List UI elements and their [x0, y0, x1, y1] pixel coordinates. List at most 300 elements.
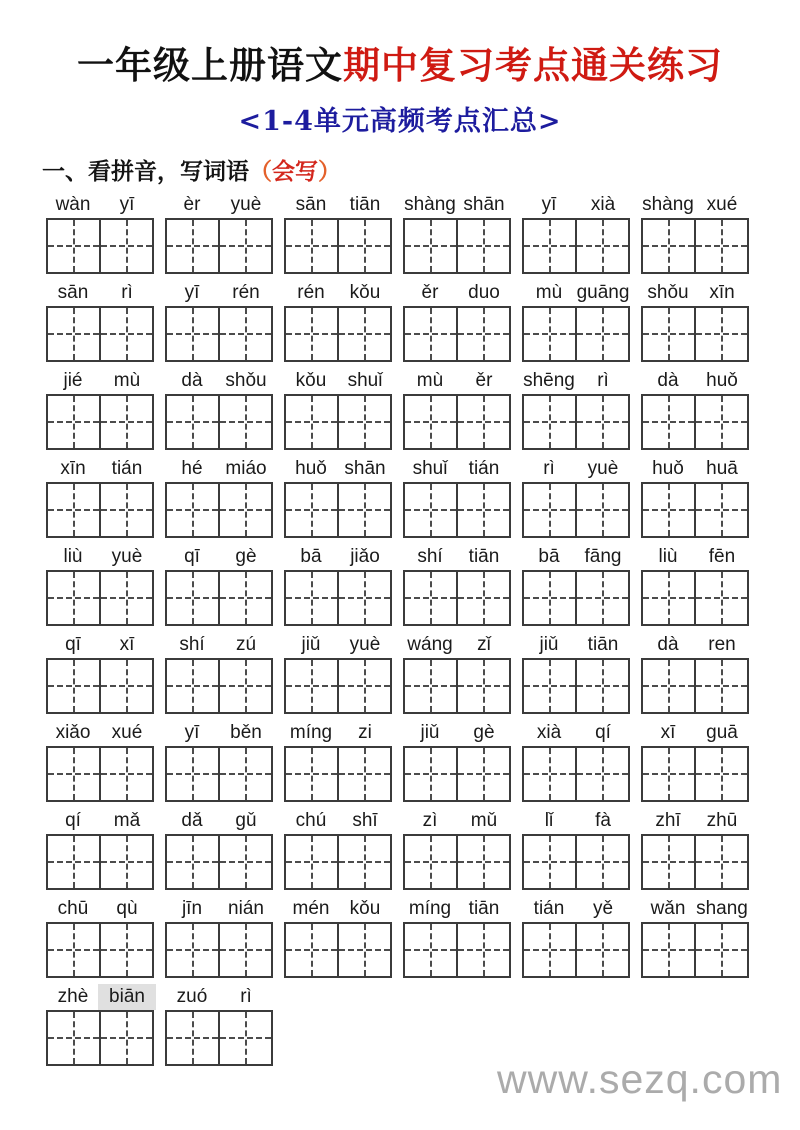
writing-cell [101, 1012, 152, 1064]
writing-cell [220, 836, 271, 888]
pinyin-label [403, 282, 511, 306]
writing-grid [284, 394, 392, 450]
writing-cell [458, 748, 509, 800]
writing-grid [403, 922, 511, 978]
pinyin-syllable: jiǔ [301, 633, 321, 655]
word-group [284, 810, 392, 890]
writing-cell [577, 660, 628, 712]
writing-grid [46, 746, 154, 802]
pinyin-syllable: wàn [55, 193, 91, 215]
pinyin-syllable: rì [543, 457, 555, 479]
writing-cell [167, 308, 220, 360]
pinyin-syllable: yī [184, 281, 200, 303]
writing-grid [284, 482, 392, 538]
word-group [284, 282, 392, 362]
pinyin-syllable: kǒu [295, 369, 327, 391]
pinyin-syllable: míng [408, 897, 452, 919]
writing-cell [286, 924, 339, 976]
word-group [522, 546, 630, 626]
pinyin-syllable: huǒ [295, 457, 327, 479]
pinyin-syllable: wǎn [650, 897, 686, 919]
pinyin-syllable: ěr [421, 281, 439, 303]
pinyin-label [165, 810, 273, 834]
pinyin-word-row [46, 986, 800, 1066]
writing-cell [524, 220, 577, 272]
pinyin-syllable: xī [119, 633, 135, 655]
pinyin-word-row [46, 370, 800, 450]
pinyin-syllable: jīn [181, 897, 203, 919]
section-note: 会写 [272, 157, 318, 184]
writing-cell [405, 748, 458, 800]
pinyin-syllable: rì [121, 281, 133, 303]
writing-cell [577, 396, 628, 448]
pinyin-syllable: chū [57, 897, 89, 919]
pinyin-word-row [46, 282, 800, 362]
section-paren-close: ） [318, 157, 341, 184]
writing-grid [403, 746, 511, 802]
writing-cell [696, 924, 747, 976]
word-group [284, 194, 392, 274]
pinyin-word-row [46, 810, 800, 890]
writing-cell [696, 660, 747, 712]
pinyin-label [641, 634, 749, 658]
pinyin-syllable: fāng [584, 545, 622, 567]
pinyin-syllable: biān [100, 986, 154, 1008]
writing-grid [403, 658, 511, 714]
writing-cell [101, 308, 152, 360]
pinyin-syllable: shàng [642, 193, 694, 215]
pinyin-syllable: hé [181, 457, 203, 479]
pinyin-label [284, 458, 392, 482]
writing-cell [339, 748, 390, 800]
pinyin-syllable: huǒ [706, 369, 738, 391]
writing-cell [643, 660, 696, 712]
writing-cell [101, 660, 152, 712]
pinyin-syllable: xià [536, 721, 562, 743]
writing-grid [165, 482, 273, 538]
pinyin-label [522, 634, 630, 658]
writing-cell [48, 484, 101, 536]
writing-cell [405, 836, 458, 888]
writing-grid [284, 834, 392, 890]
pinyin-syllable: guā [706, 721, 738, 743]
writing-grid [165, 394, 273, 450]
pinyin-syllable: jié [63, 369, 83, 391]
pinyin-label [165, 546, 273, 570]
writing-cell [405, 572, 458, 624]
pinyin-syllable: duo [468, 281, 500, 303]
pinyin-syllable: èr [183, 193, 201, 215]
writing-grid [403, 394, 511, 450]
pinyin-syllable: fà [595, 809, 611, 831]
word-group [522, 194, 630, 274]
word-group [284, 546, 392, 626]
pinyin-syllable: kǒu [349, 897, 381, 919]
pinyin-syllable: zuó [176, 985, 208, 1007]
word-group [46, 810, 154, 890]
writing-grid [522, 482, 630, 538]
writing-grid [165, 746, 273, 802]
writing-grid [165, 1010, 273, 1066]
writing-cell [48, 924, 101, 976]
pinyin-label [165, 634, 273, 658]
pinyin-label [165, 722, 273, 746]
writing-grid [284, 570, 392, 626]
pinyin-syllable: yī [119, 193, 135, 215]
pinyin-label [641, 810, 749, 834]
writing-grid [46, 218, 154, 274]
pinyin-syllable: guāng [576, 281, 630, 303]
pinyin-syllable: yuè [230, 193, 262, 215]
pinyin-label [522, 370, 630, 394]
writing-cell [286, 308, 339, 360]
word-group [284, 458, 392, 538]
writing-cell [101, 396, 152, 448]
word-group [641, 194, 749, 274]
writing-grid [403, 482, 511, 538]
word-group [641, 634, 749, 714]
writing-grid [46, 394, 154, 450]
pinyin-label [46, 546, 154, 570]
writing-cell [643, 308, 696, 360]
word-group [641, 810, 749, 890]
writing-cell [643, 924, 696, 976]
pinyin-syllable: kǒu [349, 281, 381, 303]
writing-grid [284, 658, 392, 714]
word-group [46, 370, 154, 450]
writing-cell [167, 924, 220, 976]
pinyin-syllable: rì [240, 985, 252, 1007]
pinyin-syllable: gè [473, 721, 495, 743]
writing-grid [522, 306, 630, 362]
subtitle: <1-4单元高频考点汇总> [238, 105, 562, 137]
pinyin-label [522, 898, 630, 922]
writing-grid [522, 394, 630, 450]
word-group [165, 898, 273, 978]
writing-cell [167, 572, 220, 624]
pinyin-syllable: shēng [523, 369, 575, 391]
writing-grid [46, 922, 154, 978]
word-group [165, 634, 273, 714]
writing-grid [46, 306, 154, 362]
writing-grid [403, 306, 511, 362]
pinyin-label [284, 282, 392, 306]
pinyin-label [522, 722, 630, 746]
pinyin-syllable: tiān [468, 897, 500, 919]
writing-cell [643, 396, 696, 448]
writing-cell [286, 572, 339, 624]
writing-cell [48, 572, 101, 624]
pinyin-syllable: rì [597, 369, 609, 391]
writing-cell [458, 572, 509, 624]
writing-grid [46, 570, 154, 626]
pinyin-label [46, 986, 154, 1010]
pinyin-syllable: zú [235, 633, 257, 655]
pinyin-syllable: tián [533, 897, 565, 919]
writing-cell [643, 748, 696, 800]
writing-cell [458, 220, 509, 272]
pinyin-word-row [46, 722, 800, 802]
pinyin-label [165, 458, 273, 482]
pinyin-label [641, 282, 749, 306]
writing-cell [643, 836, 696, 888]
pinyin-label [284, 898, 392, 922]
pinyin-syllable: zhè [57, 985, 89, 1007]
pinyin-syllable: shí [417, 545, 443, 567]
writing-grid [165, 570, 273, 626]
section-paren-open: （ [249, 157, 272, 184]
writing-cell [286, 660, 339, 712]
word-group [641, 546, 749, 626]
writing-cell [458, 308, 509, 360]
writing-cell [286, 220, 339, 272]
writing-cell [48, 660, 101, 712]
word-group [641, 722, 749, 802]
writing-grid [284, 746, 392, 802]
word-group [403, 458, 511, 538]
pinyin-label [284, 370, 392, 394]
pinyin-syllable: zhū [706, 809, 738, 831]
word-group [165, 282, 273, 362]
word-group [641, 370, 749, 450]
pinyin-syllable: yuè [587, 457, 619, 479]
pinyin-label [284, 546, 392, 570]
writing-cell [524, 836, 577, 888]
pinyin-label [284, 810, 392, 834]
writing-grid [522, 218, 630, 274]
word-group [522, 898, 630, 978]
writing-cell [696, 484, 747, 536]
pinyin-syllable: shuǐ [347, 369, 383, 391]
pinyin-syllable: nián [228, 897, 264, 919]
pinyin-syllable: tiān [349, 193, 381, 215]
pinyin-word-row [46, 634, 800, 714]
word-group [522, 458, 630, 538]
pinyin-syllable: míng [289, 721, 333, 743]
pinyin-syllable: qí [65, 809, 81, 831]
pinyin-syllable: yuè [349, 633, 381, 655]
pinyin-syllable: rén [297, 281, 325, 303]
pinyin-syllable: bā [300, 545, 322, 567]
pinyin-syllable: yī [541, 193, 557, 215]
pinyin-label [165, 986, 273, 1010]
pinyin-syllable: qī [65, 633, 81, 655]
word-group [46, 634, 154, 714]
pinyin-syllable: dà [657, 633, 679, 655]
writing-grid [165, 218, 273, 274]
writing-grid [165, 306, 273, 362]
writing-cell [524, 924, 577, 976]
pinyin-syllable: qí [595, 721, 611, 743]
watermark: www.sezq.com [497, 1056, 783, 1102]
writing-cell [167, 396, 220, 448]
pinyin-label [46, 194, 154, 218]
word-group [403, 282, 511, 362]
writing-cell [339, 660, 390, 712]
word-group [165, 546, 273, 626]
pinyin-syllable: huǒ [652, 457, 684, 479]
writing-cell [339, 220, 390, 272]
writing-grid [165, 834, 273, 890]
pinyin-syllable: jiǎo [350, 545, 380, 567]
writing-cell [405, 220, 458, 272]
word-group [522, 810, 630, 890]
writing-grid [284, 306, 392, 362]
writing-cell [167, 220, 220, 272]
writing-cell [524, 484, 577, 536]
writing-grid [46, 658, 154, 714]
word-group [46, 194, 154, 274]
pinyin-syllable: dà [657, 369, 679, 391]
pinyin-label [165, 370, 273, 394]
writing-grid [522, 570, 630, 626]
pinyin-label [641, 546, 749, 570]
pinyin-label [284, 194, 392, 218]
writing-cell [696, 572, 747, 624]
pinyin-label [522, 810, 630, 834]
word-group [641, 458, 749, 538]
pinyin-syllable: tián [111, 457, 143, 479]
word-group [284, 634, 392, 714]
writing-grid [165, 658, 273, 714]
pinyin-syllable: tiān [468, 545, 500, 567]
writing-grid [641, 570, 749, 626]
pinyin-syllable: shān [344, 457, 386, 479]
writing-cell [577, 220, 628, 272]
writing-cell [696, 308, 747, 360]
writing-cell [167, 484, 220, 536]
word-group [46, 722, 154, 802]
pinyin-syllable: miáo [225, 457, 267, 479]
writing-cell [48, 1012, 101, 1064]
pinyin-word-row [46, 898, 800, 978]
writing-cell [458, 484, 509, 536]
pinyin-label [46, 634, 154, 658]
writing-cell [48, 748, 101, 800]
pinyin-syllable: rén [232, 281, 260, 303]
pinyin-word-row [46, 194, 800, 274]
pinyin-syllable: huā [706, 457, 738, 479]
pinyin-syllable: xué [706, 193, 738, 215]
writing-cell [458, 836, 509, 888]
pinyin-label [522, 458, 630, 482]
pinyin-label [641, 458, 749, 482]
writing-cell [643, 572, 696, 624]
pinyin-syllable: zhī [655, 809, 681, 831]
pinyin-syllable: shàng [404, 193, 456, 215]
word-group [522, 634, 630, 714]
writing-cell [524, 396, 577, 448]
pinyin-syllable: gǔ [235, 809, 257, 831]
pinyin-syllable: ren [708, 633, 736, 655]
word-group [165, 370, 273, 450]
pinyin-syllable: wáng [407, 633, 453, 655]
word-group [403, 810, 511, 890]
pinyin-syllable: xiǎo [55, 721, 91, 743]
word-group [641, 282, 749, 362]
pinyin-label [522, 546, 630, 570]
pinyin-syllable: tián [468, 457, 500, 479]
writing-cell [220, 484, 271, 536]
pinyin-syllable: zì [422, 809, 438, 831]
pinyin-syllable: liù [63, 545, 83, 567]
word-group [403, 546, 511, 626]
writing-cell [577, 484, 628, 536]
pinyin-syllable: mǔ [470, 809, 498, 831]
word-group [165, 810, 273, 890]
word-group [403, 194, 511, 274]
writing-grid [522, 834, 630, 890]
page-title [0, 44, 800, 87]
writing-cell [577, 308, 628, 360]
writing-cell [167, 748, 220, 800]
writing-cell [524, 660, 577, 712]
pinyin-label [522, 282, 630, 306]
writing-cell [220, 1012, 271, 1064]
word-group [165, 458, 273, 538]
writing-cell [339, 484, 390, 536]
title-exam-part: 期中复习考点通关练习 [343, 43, 723, 87]
writing-cell [405, 660, 458, 712]
writing-grid [641, 482, 749, 538]
word-group [46, 898, 154, 978]
writing-grid [165, 922, 273, 978]
pinyin-label [403, 898, 511, 922]
writing-grid [46, 482, 154, 538]
word-group [284, 722, 392, 802]
pinyin-syllable: mù [113, 369, 141, 391]
pinyin-syllable: shí [179, 633, 205, 655]
pinyin-label [641, 194, 749, 218]
writing-grid [46, 1010, 154, 1066]
writing-cell [167, 660, 220, 712]
writing-grid [641, 746, 749, 802]
word-group [46, 546, 154, 626]
writing-cell [643, 484, 696, 536]
pinyin-label [641, 370, 749, 394]
word-group [403, 370, 511, 450]
pinyin-label [641, 898, 749, 922]
pinyin-label [165, 898, 273, 922]
writing-cell [167, 1012, 220, 1064]
writing-cell [101, 220, 152, 272]
writing-grid [522, 746, 630, 802]
pinyin-label [403, 370, 511, 394]
writing-cell [101, 572, 152, 624]
pinyin-label [165, 282, 273, 306]
pinyin-syllable: qī [184, 545, 200, 567]
word-group [284, 898, 392, 978]
pinyin-syllable: shǒu [225, 369, 267, 391]
pinyin-syllable: xīn [709, 281, 735, 303]
writing-cell [524, 572, 577, 624]
pinyin-syllable: yě [592, 897, 614, 919]
writing-cell [577, 572, 628, 624]
pinyin-label [46, 898, 154, 922]
writing-grid [641, 658, 749, 714]
pinyin-syllable: gè [235, 545, 257, 567]
word-group [522, 370, 630, 450]
pinyin-label [284, 722, 392, 746]
word-group [165, 986, 273, 1066]
writing-cell [339, 924, 390, 976]
pinyin-syllable: mǎ [113, 809, 141, 831]
word-group [46, 986, 154, 1066]
writing-cell [524, 308, 577, 360]
writing-cell [696, 396, 747, 448]
pinyin-syllable: xué [111, 721, 143, 743]
writing-grid [641, 218, 749, 274]
